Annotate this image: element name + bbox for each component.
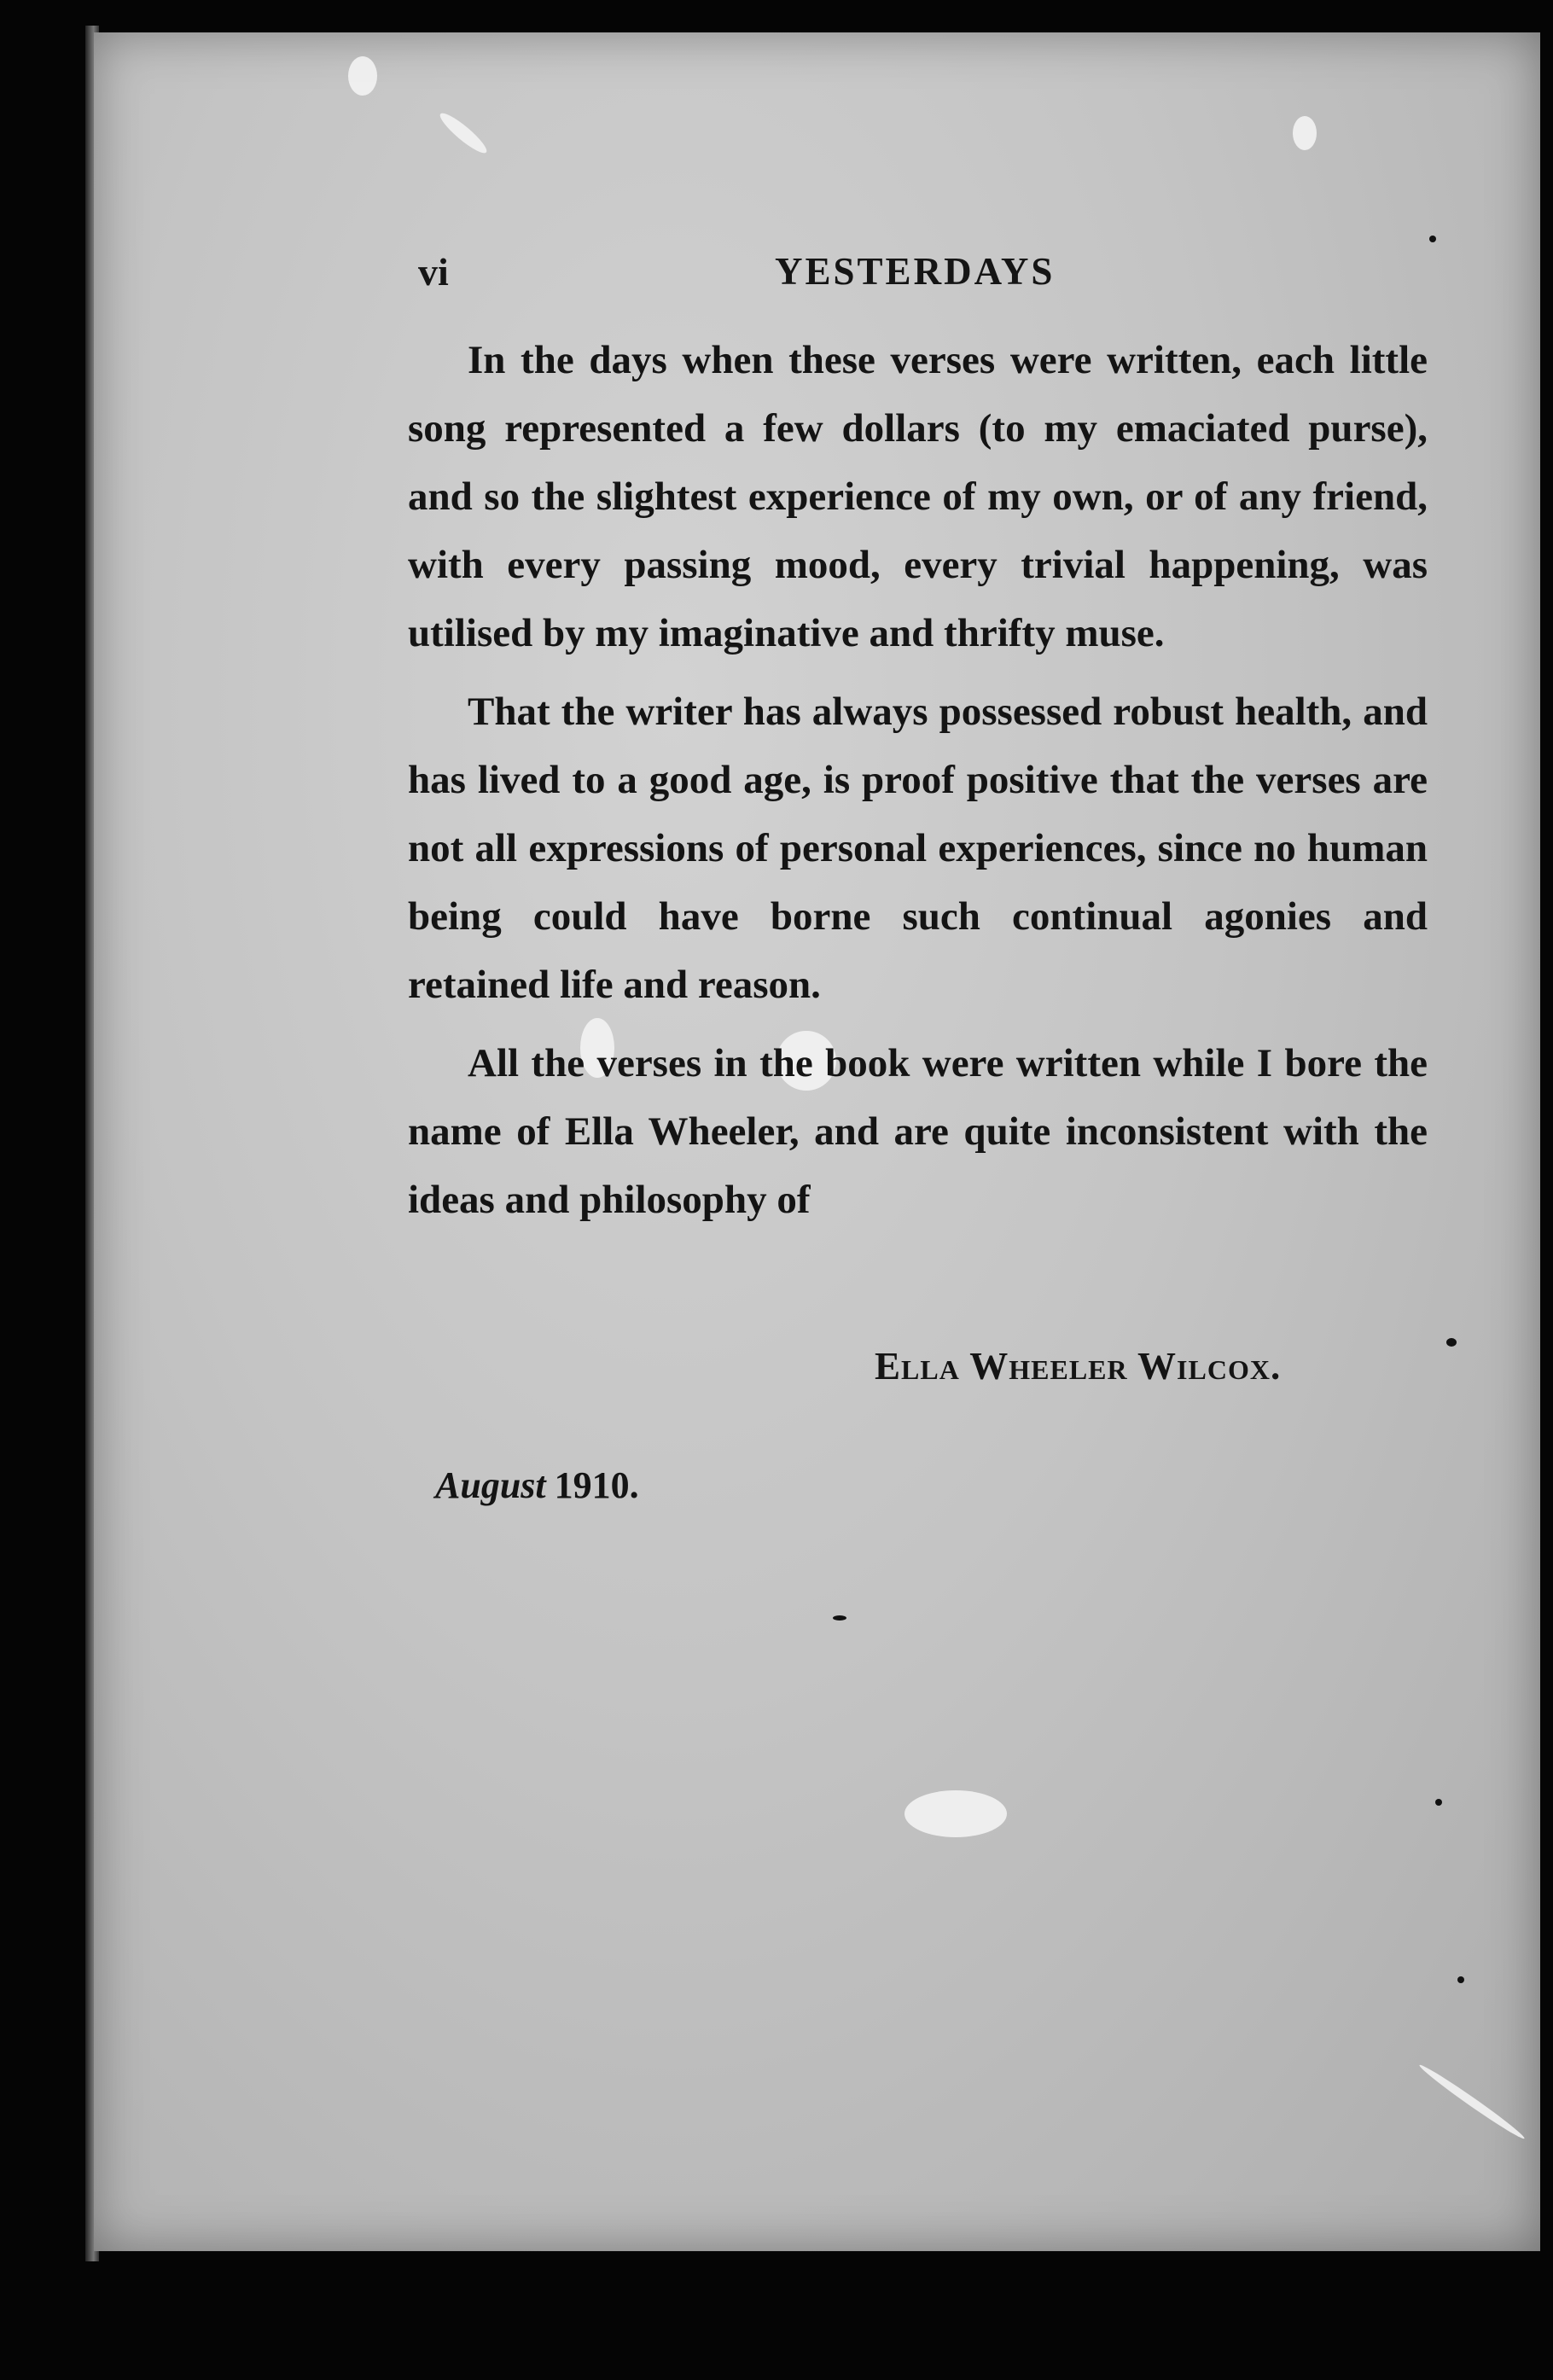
author-signature: Ella Wheeler Wilcox. [875, 1345, 1282, 1388]
ink-dot [1435, 1799, 1442, 1806]
paragraph: All the verses in the book were written while I bore the name of Ella Wheeler, and are quite inconsistent with the ideas and philosophy of [408, 1041, 1428, 1222]
preface-text [408, 326, 1428, 1244]
dateline-month: August [435, 1464, 546, 1506]
paragraph: That the writer has always possessed robust health, and has lived to a good age, is proof positive that the verses are not all expressions of personal experiences, since no human being could have borne such continual agonies and retained life and reason. [408, 690, 1428, 1007]
page-number: vi [418, 250, 449, 294]
scan-speck [904, 1790, 1007, 1837]
scan-speck [348, 56, 377, 96]
ink-dot [1457, 1976, 1464, 1983]
running-title: YESTERDAYS [775, 250, 1056, 293]
paragraph: In the days when these verses were written, each little song represented a few dollars (to my emaciated purse), and so the slightest experience of my own, or of any friend, with every passing mood, every trivial happening, was utilised by my imaginative and thrifty muse. [408, 338, 1428, 655]
dateline-year: 1910. [554, 1464, 639, 1506]
scan-speck [1417, 2062, 1527, 2142]
scan-speck [1293, 116, 1317, 150]
ink-dot [1446, 1338, 1457, 1347]
ink-dot [833, 1615, 846, 1621]
page-header [418, 249, 1459, 300]
dateline [435, 1463, 639, 1507]
scan-speck [436, 108, 491, 157]
ink-dot [1429, 236, 1436, 242]
